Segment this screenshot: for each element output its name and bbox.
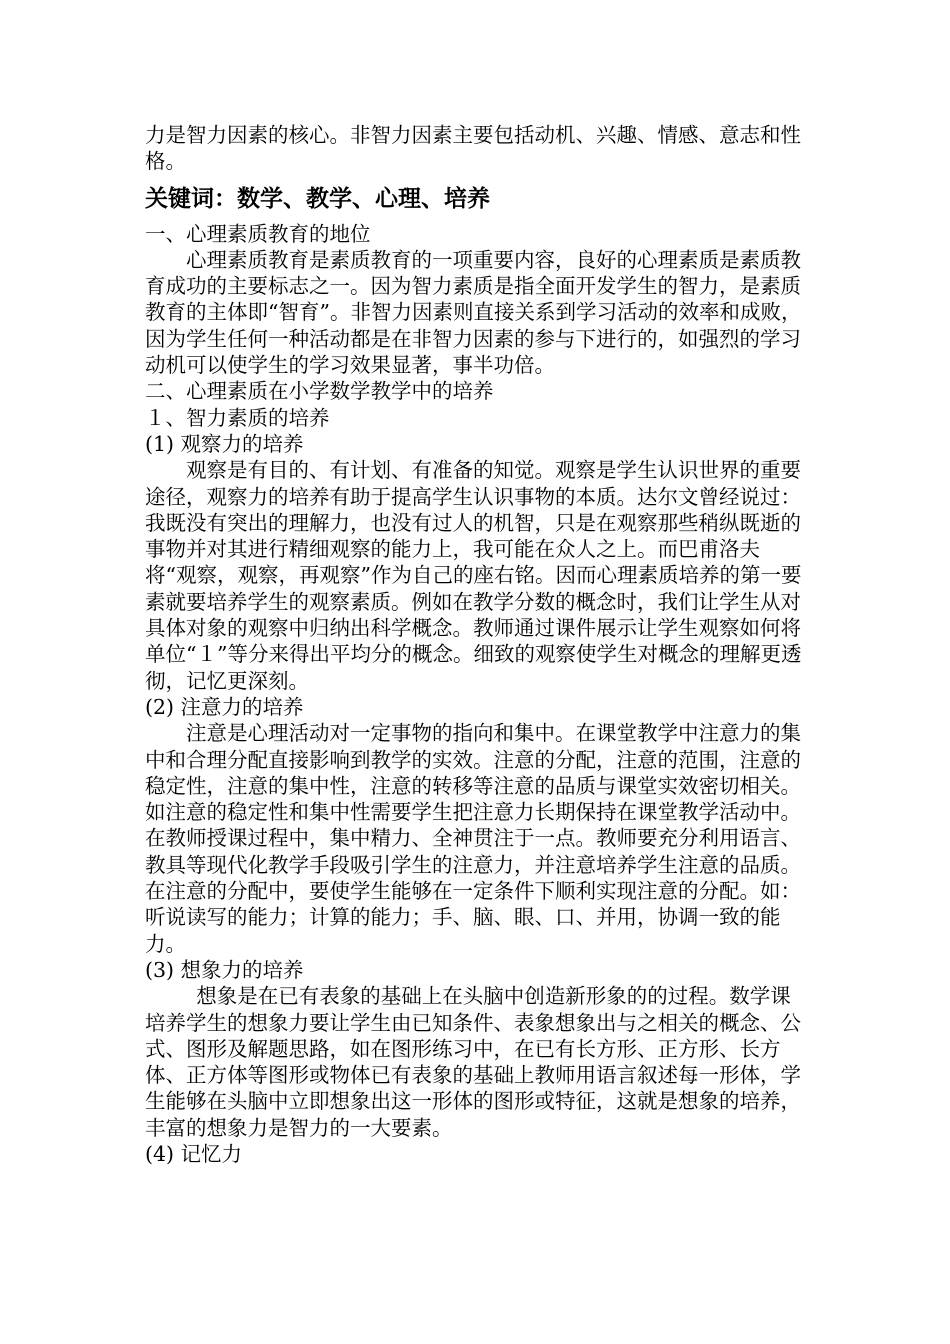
item-4-heading: (4) 记忆力 xyxy=(145,1141,243,1166)
subsection-1-heading: １、智力素质的培养 xyxy=(145,405,330,430)
section-1-paragraph: 心理素质教育是素质教育的一项重要内容，良好的心理素质是素质教育成功的主要标志之一。因为智力素质是指全面开发学生的智力，是素质教育的主体即“智育”。非智力因素则直接关系到学习活动的效率和成败，因为学生任何一种活动都是在非智力因素的参与下进行的，如强烈的学习动机可以使学生的学习效果显著，事半功倍。 xyxy=(145,247,802,378)
item-1-paragraph: 观察是有目的、有计划、有准备的知觉。观察是学生认识世界的重要途径，观察力的培养有助于提高学生认识事物的本质。达尔文曾经说过：我既没有突出的理解力，也没有过人的机智，只是在观察那些稍纵既逝的事物并对其进行精细观察的能力上，我可能在众人之上。而巴甫洛夫将“观察，观察，再观察”作为自己的座右铭。因而心理素质培养的第一要素就要培养学生的观察素质。例如在教学分数的概念时，我们让学生从对具体对象的观察中归纳出科学概念。教师通过课件展示让学生观察如何将单位“１”等分来得出平均分的概念。细致的观察使学生对概念的理解更透彻，记忆更深刻。 xyxy=(145,458,802,693)
document-body xyxy=(145,122,810,1167)
item-2-paragraph: 注意是心理活动对一定事物的指向和集中。在课堂教学中注意力的集中和合理分配直接影响到教学的实效。注意的分配，注意的范围，注意的稳定性，注意的集中性，注意的转移等注意的品质与课堂实效密切相关。如注意的稳定性和集中性需要学生把注意力长期保持在课堂教学活动中。在教师授课过程中，集中精力、全神贯注于一点。教师要充分利用语言、教具等现代化教学手段吸引学生的注意力，并注意培养学生注意的品质。在注意的分配中，要使学生能够在一定条件下顺利实现注意的分配。如：听说读写的能力；计算的能力；手、脑、眼、口、并用，协调一致的能力。 xyxy=(145,721,801,956)
item-1-heading: (1) 观察力的培养 xyxy=(145,431,304,456)
item-3-paragraph: 想象是在已有表象的基础上在头脑中创造新形象的的过程。数学课培养学生的想象力要让学生由已知条件、表象想象出与之相关的概念、公式、图形及解题思路，如在图形练习中，在已有长方形、正方形、长方体、正方体等图形或物体已有表象的基础上教师用语言叙述每一形体，学生能够在头脑中立即想象出这一形体的图形或特征，这就是想象的培养，丰富的想象力是智力的一大要素。 xyxy=(145,984,801,1140)
keywords-heading: 关键词：数学、教学、心理、培养 xyxy=(145,185,490,212)
item-2-heading: (2) 注意力的培养 xyxy=(145,694,304,719)
intro-paragraph-tail: 力是智力因素的核心。非智力因素主要包括动机、兴趣、情感、意志和性格。 xyxy=(145,123,801,174)
item-3-heading: (3) 想象力的培养 xyxy=(145,957,304,982)
section-1-heading: 一、心理素质教育的地位 xyxy=(145,221,371,246)
section-2-heading: 二、心理素质在小学数学教学中的培养 xyxy=(145,379,494,404)
